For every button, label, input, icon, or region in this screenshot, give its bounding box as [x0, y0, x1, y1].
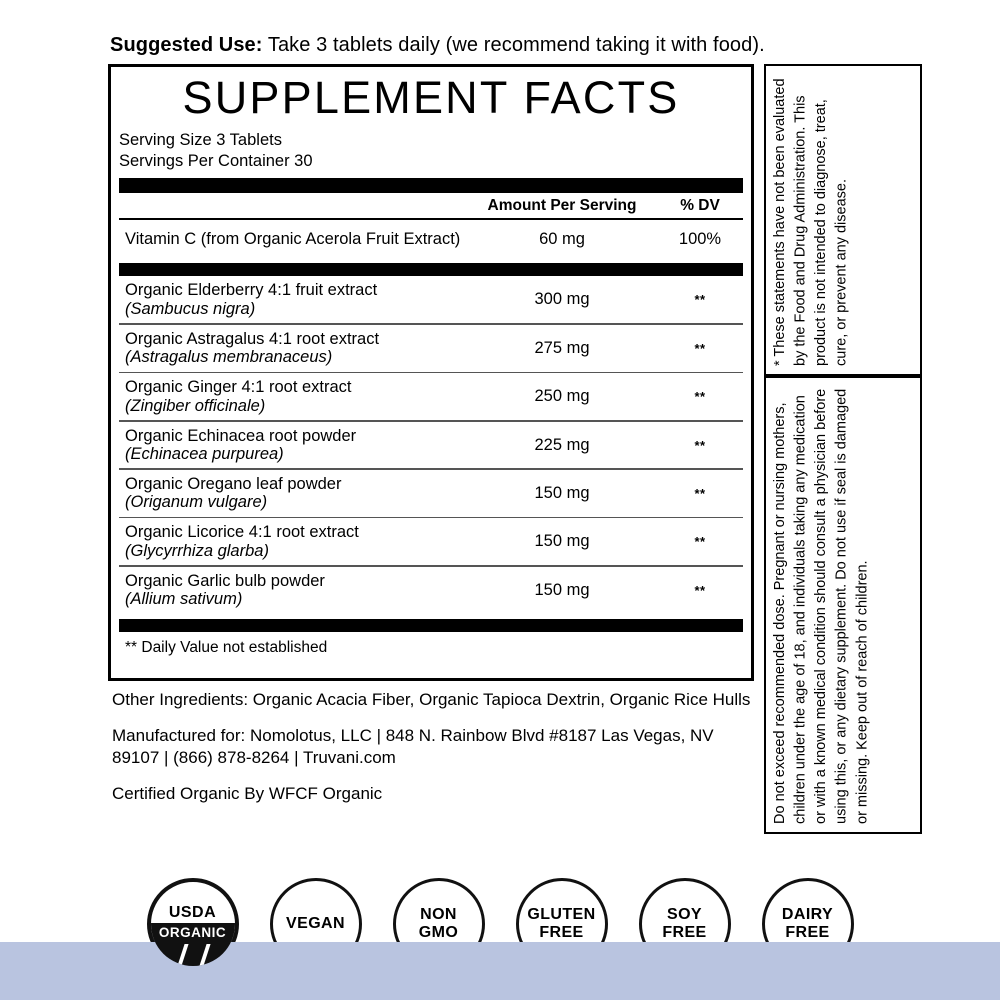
nutrient-dv: ** [694, 292, 706, 308]
nutrient-common-name: Organic Astragalus 4:1 root extract [125, 329, 380, 348]
suggested-use-label: Suggested Use: [110, 34, 263, 56]
nutrient-name [125, 330, 467, 367]
nutrient-name [125, 281, 467, 318]
side-column [764, 64, 922, 834]
warning-box [764, 376, 922, 834]
nutrient-common-name: Organic Garlic bulb powder [125, 571, 325, 590]
fda-disclaimer-box [764, 64, 922, 376]
nutrient-common-name: Organic Echinacea root powder [125, 426, 357, 445]
badge-line-1: NON [420, 906, 457, 924]
divider-bar-top [119, 178, 743, 193]
nutrient-name [125, 572, 467, 609]
fda-disclaimer-text: * These statements have not been evaluated by the Food and Drug Administration. This product is not intended to diagnose, treat, cure, or prevent any disease. [772, 74, 850, 366]
nutrient-amount: 150 mg [534, 532, 590, 551]
nutrient-name [125, 427, 467, 464]
nutrient-dv: ** [694, 389, 706, 405]
nutrient-dv: ** [694, 437, 706, 453]
nutrient-common-name: Organic Oregano leaf powder [125, 474, 342, 493]
nutrient-latin-name: (Allium sativum) [125, 590, 243, 609]
nutrient-latin-name: (Origanum vulgare) [125, 493, 268, 512]
table-row [119, 276, 743, 323]
nutrient-dv: ** [694, 534, 706, 550]
badge-line-1: DAIRY [781, 906, 834, 924]
nutrient-name [125, 378, 467, 415]
nutrient-dv: 100% [678, 229, 722, 248]
badge-line-2: FREE [539, 924, 584, 941]
badge-line-1: VEGAN [286, 915, 345, 933]
nutrient-dv: ** [694, 582, 706, 598]
badge-line-2: ORGANIC [151, 923, 235, 943]
table-header-row [119, 197, 743, 215]
nutrient-amount: 150 mg [534, 580, 590, 599]
supplement-facts-title: SUPPLEMENT FACTS [182, 72, 680, 123]
badge-line-1: GLUTEN [527, 906, 596, 924]
nutrient-name [125, 523, 467, 560]
servings-per-container: Servings Per Container 30 [119, 152, 313, 171]
table-row [119, 325, 743, 372]
supplement-facts-box [108, 64, 754, 681]
nutrient-dv: ** [694, 340, 706, 356]
certified-organic: Certified Organic By WFCF Organic [112, 784, 383, 804]
nutrient-latin-name: (Sambucus nigra) [125, 299, 256, 318]
badge-line-2: FREE [662, 924, 707, 941]
suggested-use-line [110, 34, 765, 57]
label-panel [108, 64, 940, 834]
table-row [119, 373, 743, 420]
nutrient-common-name: Organic Ginger 4:1 root extract [125, 378, 352, 397]
nutrient-amount: 250 mg [534, 387, 590, 406]
nutrient-name: Vitamin C (from Organic Acerola Fruit Extract) [125, 229, 461, 248]
suggested-use-text: Take 3 tablets daily (we recommend taking it with food). [262, 34, 765, 56]
nutrient-latin-name: (Astragalus membranaceus) [125, 348, 333, 367]
nutrient-latin-name: (Zingiber officinale) [125, 396, 266, 415]
manufactured-for: Manufactured for: Nomolotus, LLC | 848 N. Rainbow Blvd #8187 Las Vegas, NV 89107 | (866) 878-8264 | Truvani.com [112, 726, 714, 768]
header-amount-per-serving: Amount Per Serving [487, 197, 637, 215]
nutrient-name [125, 475, 467, 512]
usda-seal-icon [151, 882, 235, 966]
nutrient-amount: 225 mg [534, 435, 590, 454]
table-row [119, 518, 743, 565]
badge-line-2: GMO [418, 924, 459, 941]
nutrient-amount: 60 mg [539, 229, 585, 248]
badge-line-1: USDA [168, 904, 217, 922]
badge-line-1: SOY [667, 906, 702, 924]
badge-usda-organic [147, 878, 239, 970]
nutrient-latin-name: (Echinacea purpurea) [125, 445, 284, 463]
table-row [119, 220, 743, 258]
table-row [119, 422, 743, 469]
nutrient-amount: 300 mg [534, 290, 590, 309]
warning-text: Do not exceed recommended dose. Pregnant or nursing mothers, children under the age of 18, and individuals taking any medication or with a known medical condition should consult a physician before using this, or any dietary supplement. Do not use if seal is damaged or missing. Keep out of reach of children. [772, 384, 871, 824]
nutrient-amount: 150 mg [534, 483, 590, 502]
serving-info [119, 130, 751, 172]
nutrient-dv: ** [694, 485, 706, 501]
nutrient-common-name: Organic Elderberry 4:1 fruit extract [125, 281, 378, 300]
nutrient-latin-name: (Glycyrrhiza glarba) [125, 541, 269, 560]
divider-bar-bottom [119, 619, 743, 632]
nutrient-amount: 275 mg [534, 338, 590, 357]
divider-bar-mid [119, 263, 743, 276]
other-ingredients: Other Ingredients: Organic Acacia Fiber, Organic Tapioca Dextrin, Organic Rice Hulls [112, 690, 751, 709]
nutrient-common-name: Organic Licorice 4:1 root extract [125, 523, 359, 542]
badge-line-2: FREE [785, 924, 830, 941]
table-row [119, 567, 743, 614]
daily-value-footnote: ** Daily Value not established [125, 638, 328, 656]
serving-size: Serving Size 3 Tablets [119, 131, 282, 149]
usda-field-icon [151, 944, 235, 966]
table-row [119, 470, 743, 517]
header-percent-dv: % DV [680, 197, 720, 215]
label-fine-print [112, 689, 752, 805]
